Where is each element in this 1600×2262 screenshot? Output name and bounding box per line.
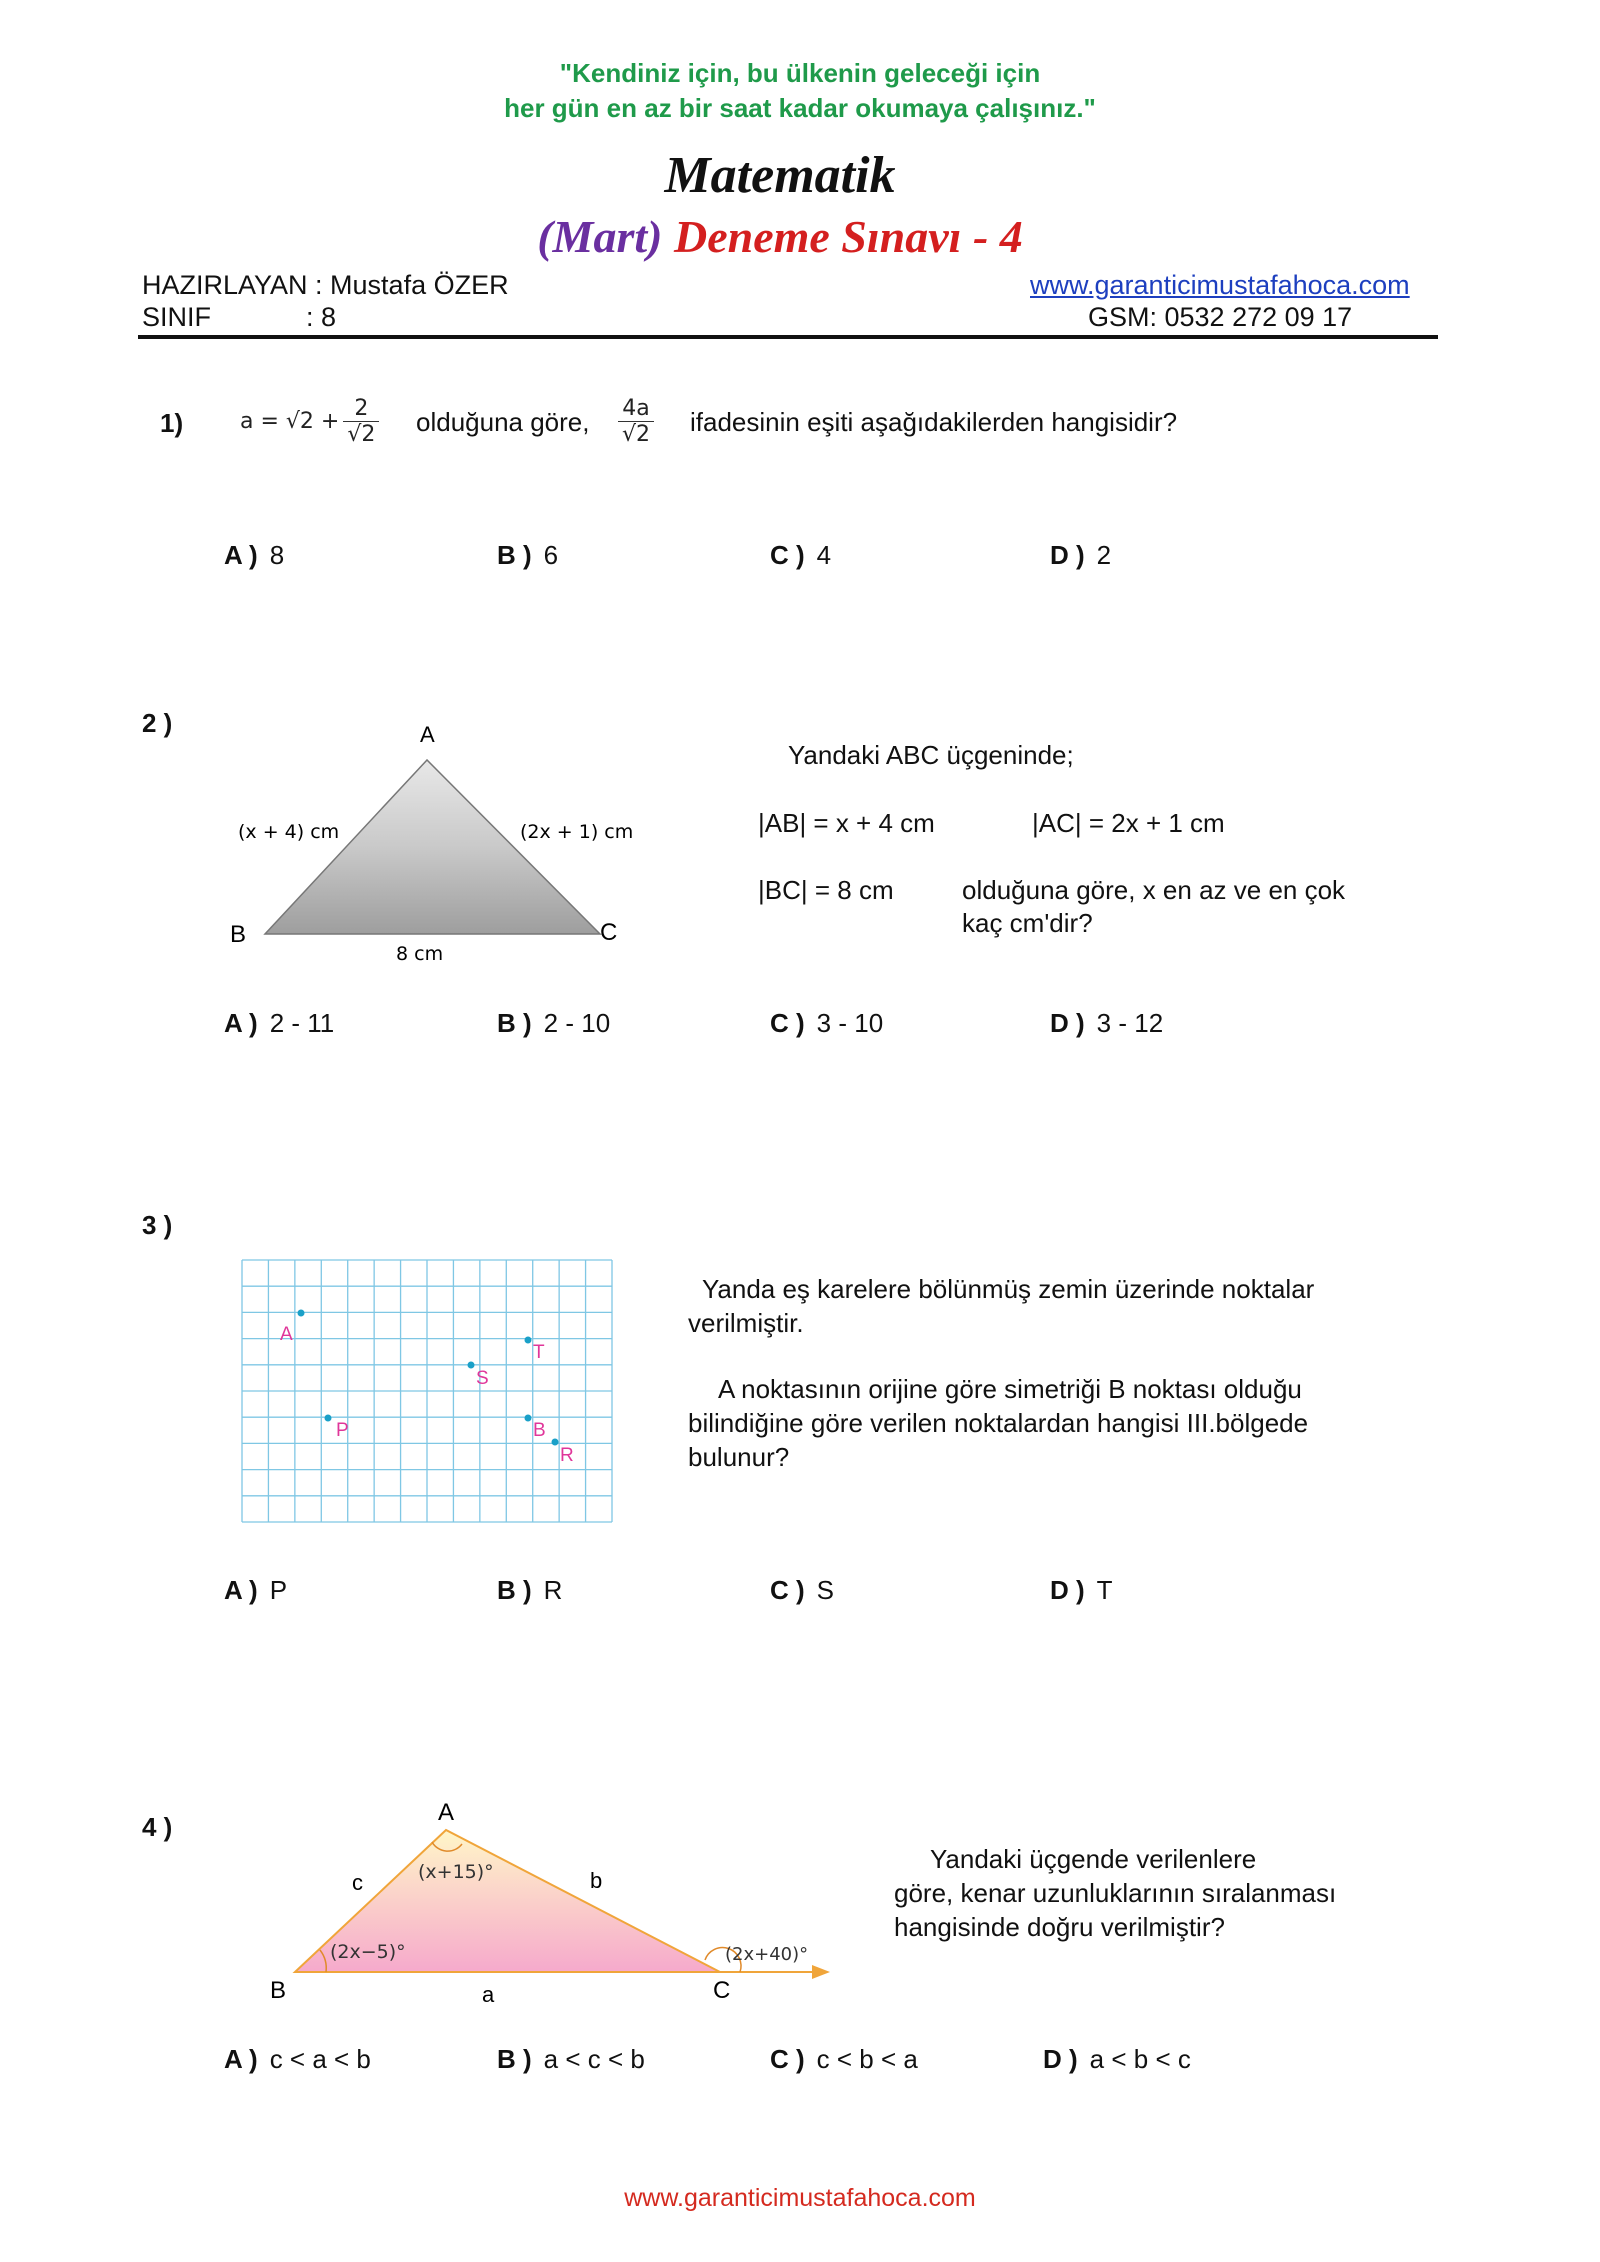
side-bc-label: 8 cm (396, 943, 444, 965)
option-key: B ) (497, 2044, 532, 2074)
question-2-ac: |AC| = 2x + 1 cm (1032, 808, 1225, 838)
option-value: 2 - 11 (269, 1008, 335, 1038)
side-c-label: c (352, 1870, 363, 1895)
question-2-bc: |BC| = 8 cm (758, 875, 894, 905)
option-key: C ) (770, 2044, 805, 2074)
question-4-line-1: Yandaki üçgende verilenlere (930, 1844, 1257, 1874)
option-value: a < c < b (543, 2044, 645, 2074)
question-1-text-end: ifadesinin eşiti aşağıdakilerden hangisidir? (690, 407, 1178, 437)
q2-option-a[interactable] (224, 1008, 334, 1039)
option-key: A ) (224, 1575, 258, 1605)
expression-a: a = √2 + (240, 409, 340, 434)
q2-option-c[interactable] (770, 1008, 883, 1039)
side-b-label: b (590, 1868, 603, 1893)
side-ab-label: (x + 4) cm (238, 821, 340, 843)
option-key: B ) (497, 1008, 532, 1038)
question-3-line-3: A noktasının orijine göre simetriği B noktası olduğu (718, 1374, 1302, 1404)
q4-option-d[interactable] (1043, 2044, 1191, 2075)
question-1-text-mid: olduğuna göre, (416, 407, 590, 437)
option-key: B ) (497, 1575, 532, 1605)
exam-name: Deneme Sınavı - 4 (673, 211, 1023, 262)
q1-option-d[interactable] (1050, 540, 1111, 571)
point-s-label: S (476, 1368, 489, 1389)
question-2-ask-1: olduğuna göre, x en az ve en çok (962, 875, 1346, 905)
angle-a-label: (x+15)° (418, 1861, 494, 1883)
option-key: D ) (1050, 1008, 1085, 1038)
author-label: HAZIRLAYAN : Mustafa ÖZER (142, 270, 509, 300)
q3-option-a[interactable] (224, 1575, 287, 1606)
question-4-number: 4 ) (142, 1812, 173, 1842)
angle-c-label: (2x+40)° (725, 1944, 809, 1965)
option-value: S (816, 1575, 835, 1605)
q4-option-c[interactable] (770, 2044, 918, 2075)
q2-option-d[interactable] (1050, 1008, 1163, 1039)
question-2-ask-2: kaç cm'dir? (962, 908, 1093, 938)
quote-line-2: her gün en az bir saat kadar okumaya çalışınız." (504, 93, 1096, 123)
question-1-expression (240, 396, 379, 447)
vertex-b-label: B (230, 921, 247, 948)
option-value: 6 (543, 540, 559, 570)
q1-option-a[interactable] (224, 540, 284, 571)
question-2-ab: |AB| = x + 4 cm (758, 808, 935, 838)
option-value: 3 - 12 (1096, 1008, 1164, 1038)
side-a-label: a (482, 1982, 495, 2007)
question-3-number: 3 ) (142, 1210, 173, 1240)
point-p-label: P (336, 1420, 349, 1441)
quote-line-1: "Kendiniz için, bu ülkenin geleceği için (559, 58, 1041, 88)
q1-option-c[interactable] (770, 540, 831, 571)
triangle-angles-figure (250, 1790, 850, 2010)
point-b-label: B (533, 1420, 546, 1441)
option-key: D ) (1050, 540, 1085, 570)
point-a-label: A (280, 1324, 293, 1345)
q3-option-b[interactable] (497, 1575, 562, 1606)
triangle-shape (265, 760, 600, 934)
page-title: Matematik (664, 147, 896, 204)
option-value: 8 (269, 540, 285, 570)
option-value: c < b < a (816, 2044, 918, 2074)
question-4-line-2: göre, kenar uzunluklarının sıralanması (894, 1878, 1337, 1908)
point-s-dot (468, 1362, 475, 1369)
class-value: : 8 (306, 302, 337, 332)
point-p-dot (325, 1415, 332, 1422)
vertex-a-label: A (438, 1799, 455, 1826)
question-2-intro: Yandaki ABC üçgeninde; (788, 740, 1074, 770)
q4-option-a[interactable] (224, 2044, 371, 2075)
option-key: A ) (224, 2044, 258, 2074)
q3-option-d[interactable] (1050, 1575, 1113, 1606)
grid-figure (240, 1258, 616, 1526)
option-key: C ) (770, 540, 805, 570)
fraction-1 (343, 396, 379, 447)
header-divider (138, 335, 1438, 339)
question-4-line-3: hangisinde doğru verilmiştir? (894, 1912, 1225, 1942)
option-key: D ) (1043, 2044, 1078, 2074)
q1-option-b[interactable] (497, 540, 558, 571)
q4-option-b[interactable] (497, 2044, 645, 2075)
question-1-number: 1) (160, 408, 184, 438)
side-ac-label: (2x + 1) cm (520, 821, 634, 843)
option-value: P (269, 1575, 288, 1605)
option-key: A ) (224, 540, 258, 570)
question-2-number: 2 ) (142, 708, 173, 738)
point-b-dot (525, 1415, 532, 1422)
option-value: 3 - 10 (816, 1008, 884, 1038)
website-link[interactable]: www.garanticimustafahoca.com (1030, 270, 1410, 300)
option-value: a < b < c (1089, 2044, 1191, 2074)
fraction-1-numerator: 2 (354, 396, 369, 421)
fraction-2-numerator: 4a (622, 396, 650, 421)
option-value: 2 - 10 (543, 1008, 611, 1038)
vertex-b-label: B (270, 1977, 287, 2004)
vertex-c-label: C (713, 1977, 731, 2004)
gsm-number: GSM: 0532 272 09 17 (1088, 302, 1353, 332)
point-t-label: T (533, 1342, 545, 1363)
fraction-2-denominator: √2 (618, 421, 654, 447)
footer-website[interactable]: www.garanticimustafahoca.com (624, 2184, 976, 2212)
exam-title (0, 210, 1560, 263)
point-a-dot (298, 1310, 305, 1317)
q3-option-c[interactable] (770, 1575, 834, 1606)
arrow-head-icon (812, 1965, 830, 1979)
triangle-abc-figure (220, 710, 640, 980)
vertex-c-label: C (600, 919, 618, 946)
angle-b-label: (2x−5)° (330, 1941, 406, 1963)
question-3-line-1: Yanda eş karelere bölünmüş zemin üzerinde noktalar (702, 1274, 1315, 1304)
vertex-a-label: A (420, 722, 435, 747)
point-r-label: R (560, 1445, 574, 1466)
option-key: C ) (770, 1008, 805, 1038)
question-3-line-5: bulunur? (688, 1442, 790, 1472)
option-value: c < a < b (269, 2044, 371, 2074)
option-value: R (543, 1575, 563, 1605)
fraction-1-denominator: √2 (343, 421, 379, 447)
class-label: SINIF (142, 302, 212, 332)
q2-option-b[interactable] (497, 1008, 610, 1039)
grid-lines (242, 1260, 612, 1522)
option-key: D ) (1050, 1575, 1085, 1605)
exam-month: (Mart) (537, 211, 663, 262)
option-value: T (1096, 1575, 1113, 1605)
question-3-line-4: bilindiğine göre verilen noktalardan hangisi III.bölgede (688, 1408, 1309, 1438)
option-value: 4 (816, 540, 832, 570)
option-key: A ) (224, 1008, 258, 1038)
option-value: 2 (1096, 540, 1112, 570)
point-r-dot (552, 1439, 559, 1446)
option-key: C ) (770, 1575, 805, 1605)
option-key: B ) (497, 540, 532, 570)
question-3-line-2: verilmiştir. (688, 1308, 804, 1338)
fraction-2 (618, 396, 654, 447)
point-t-dot (525, 1337, 532, 1344)
